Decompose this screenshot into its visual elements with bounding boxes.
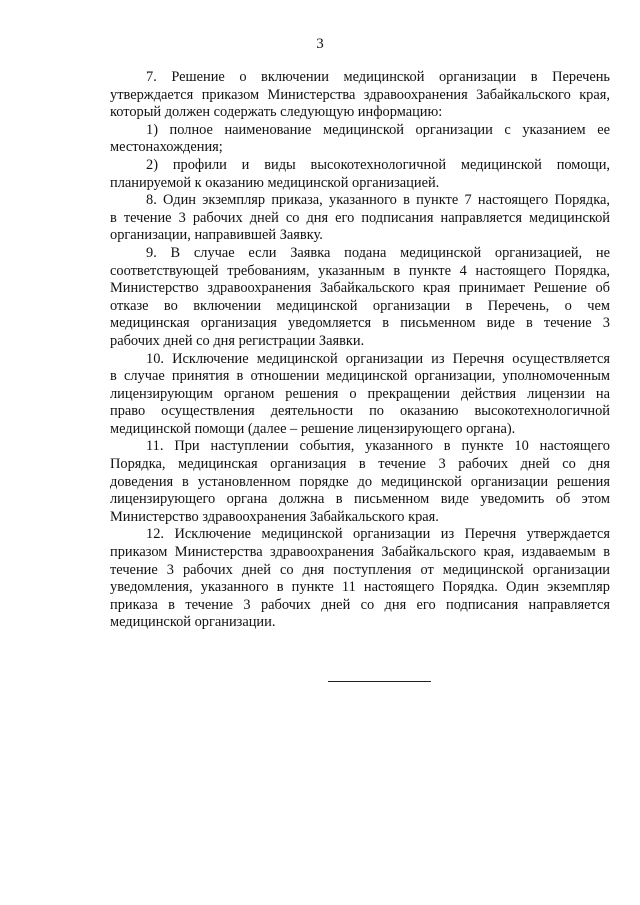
paragraph-p11: [110, 438, 610, 526]
text-line: 1) полное наименование медицинской организации с указанием ее: [146, 121, 610, 138]
paragraph-p7-2: [110, 157, 610, 192]
text-line: который должен содержать следующую информацию:: [110, 104, 443, 121]
page-number: 3: [316, 36, 324, 52]
text-line: 8. Один экземпляр приказа, указанного в пункте 7 настоящего Порядка,: [146, 192, 610, 209]
text-line: доведения в установленном порядке до медицинской организации решения: [110, 473, 610, 490]
text-line: планируемой к оказанию медицинской организацией.: [110, 174, 440, 191]
document-body: [110, 69, 610, 632]
text-line: 11. При наступлении события, указанного в пункте 10 настоящего: [146, 438, 610, 455]
text-line: 9. В случае если Заявка подана медицинской организацией, не: [146, 244, 610, 261]
text-line: Порядка, медицинская организация в течение 3 рабочих дней со дня: [110, 456, 610, 473]
paragraph-p7-1: [110, 122, 610, 157]
text-line: медицинская организация уведомляется в письменном виде в течение 3: [110, 315, 610, 332]
text-line: медицинской помощи (далее – решение лицензирующего органа).: [110, 420, 516, 437]
text-line: 7. Решение о включении медицинской организации в Перечень: [146, 69, 610, 85]
paragraph-p9: [110, 245, 610, 351]
text-line: соответствующей требованиям, указанным в пункте 4 настоящего Порядка,: [110, 262, 610, 279]
paragraph-p12: [110, 526, 610, 632]
paragraph-p10: [110, 351, 610, 439]
text-line: право осуществления деятельности по оказанию высокотехнологичной: [110, 403, 610, 420]
text-line: приказом Министерства здравоохранения Забайкальского края, издаваемым в: [110, 544, 610, 561]
text-line: в случае принятия в отношении медицинской организации, уполномоченным: [110, 368, 610, 385]
text-line: течение 3 рабочих дней со дня поступления от медицинской организации: [110, 561, 610, 578]
text-line: в течение 3 рабочих дней со дня его подписания направляется медицинской: [110, 209, 610, 226]
text-line: рабочих дней со дня регистрации Заявки.: [110, 332, 365, 349]
text-line: приказа в течение 3 рабочих дней со дня его подписания направляется: [110, 596, 610, 613]
text-line: утверждается приказом Министерства здравоохранения Забайкальского края,: [110, 86, 610, 103]
paragraph-p8: [110, 192, 610, 245]
text-line: 12. Исключение медицинской организации из Перечня утверждается: [146, 526, 610, 543]
text-line: 2) профили и виды высокотехнологичной медицинской помощи,: [146, 156, 610, 173]
text-line: лицензирующим органом решения о прекращении действия лицензии на: [110, 385, 610, 402]
text-line: лицензирующего органа должна в письменном виде уведомить об этом: [110, 491, 610, 508]
text-line: отказе во включении медицинской организации в Перечень, о чем: [110, 297, 610, 314]
text-line: организации, направившей Заявку.: [110, 227, 323, 244]
text-line: местонахождения;: [110, 139, 223, 156]
text-line: медицинской организации.: [110, 614, 276, 631]
text-line: уведомления, указанного в пункте 11 настоящего Порядка. Один экземпляр: [110, 579, 610, 596]
paragraph-p7: [110, 69, 610, 122]
text-line: 10. Исключение медицинской организации из Перечня осуществляется: [146, 350, 610, 367]
text-line: Министерство здравоохранения Забайкальского края.: [110, 508, 439, 525]
end-of-document-rule: [328, 681, 431, 682]
text-line: Министерство здравоохранения Забайкальского края принимает Решение об: [110, 280, 610, 297]
